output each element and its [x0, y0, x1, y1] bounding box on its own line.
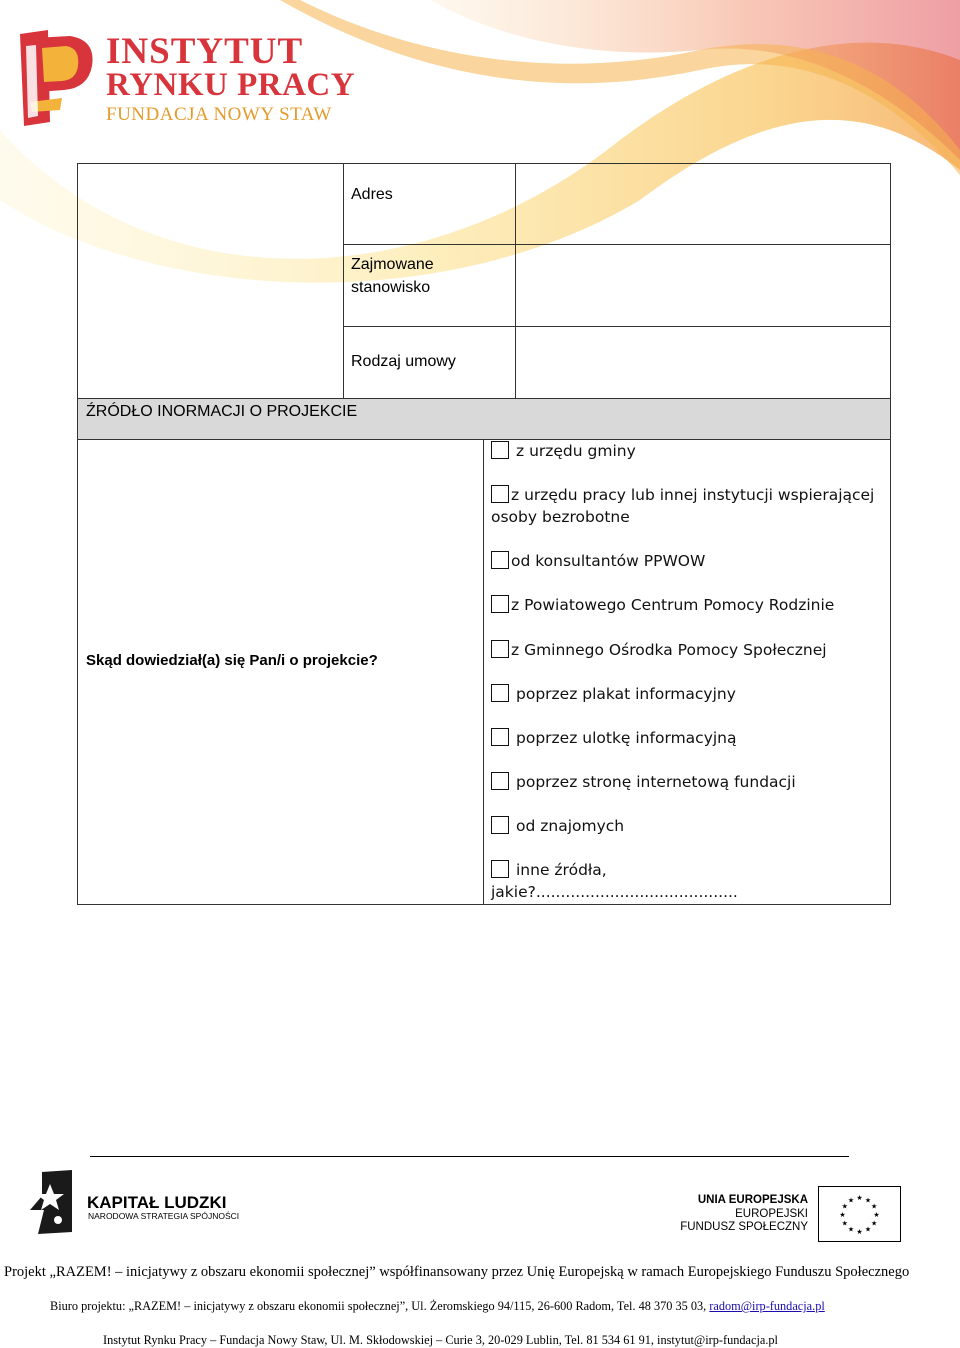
ue-title: UNIA EUROPEJSKA: [697, 1194, 808, 1206]
checkbox[interactable]: [491, 551, 509, 569]
kapital-ludzki-title: KAPITAŁ LUDZKI: [87, 1193, 227, 1212]
option-label: inne źródła,: [516, 861, 607, 879]
eu-flag-icon: [818, 1186, 901, 1242]
option-urzad-gminy[interactable]: [491, 440, 636, 462]
svg-text:★: ★: [847, 1196, 855, 1205]
kapital-ludzki-subtitle: NARODOWA STRATEGIA SPÓJNOŚCI: [88, 1211, 240, 1221]
footer-project-line: Projekt „RAZEM! – inicjatywy z obszaru ekonomii społecznej” współfinansowany przez Unię Europejską w ramach Europejskiego Funduszu Społecznego: [4, 1264, 910, 1280]
umowa-label: Rodzaj umowy: [351, 353, 456, 370]
checkbox[interactable]: [491, 684, 509, 702]
adres-label-cell: [343, 163, 516, 245]
footer-office-line: [50, 1299, 825, 1314]
svg-text:★: ★: [839, 1211, 846, 1219]
option-plakat[interactable]: [491, 683, 736, 705]
stanowisko-label-cell: [343, 244, 516, 327]
footer-divider: [90, 1156, 849, 1157]
adres-input-cell[interactable]: [515, 163, 891, 245]
option-label: od konsultantów PPWOW: [511, 552, 706, 570]
question-label: Skąd dowiedział(a) się Pan/i o projekcie?: [86, 652, 378, 669]
option-label: poprzez stronę internetową fundacji: [516, 773, 796, 791]
option-label-line2: osoby bezrobotne: [491, 508, 630, 526]
svg-text:★: ★: [864, 1196, 872, 1205]
checkbox[interactable]: [491, 860, 509, 878]
ue-fund-line1: EUROPEJSKI: [735, 1208, 808, 1220]
option-label: poprzez ulotkę informacyjną: [516, 729, 737, 747]
footer-office-text: Biuro projektu: „RAZEM! – inicjatywy z obszaru ekonomii społecznej”, Ul. Żeromskiego 94/115, 26-600 Radom, Tel. 48 370 35 03,: [50, 1299, 710, 1313]
option-label: poprzez plakat informacyjny: [516, 685, 736, 703]
checkbox[interactable]: [491, 816, 509, 834]
svg-text:★: ★: [856, 1228, 863, 1236]
option-label-line2: jakie?.........................................: [491, 883, 738, 901]
option-ulotka[interactable]: [491, 727, 737, 749]
brand-title: INSTYTUT: [106, 31, 304, 72]
checkbox[interactable]: [491, 485, 509, 503]
brand-subtitle: RYNKU PRACY: [106, 67, 356, 103]
option-konsultanci-ppwow[interactable]: [491, 550, 705, 572]
svg-text:★: ★: [864, 1225, 872, 1234]
institute-logo-icon: [14, 26, 104, 130]
svg-text:★: ★: [847, 1225, 855, 1234]
umowa-label-cell: [343, 326, 516, 399]
option-label: z urzędu pracy lub innej instytucji wspierającej: [511, 486, 875, 504]
option-label: od znajomych: [516, 817, 625, 835]
section-header-title: ŹRÓDŁO INORMACJI O PROJEKCIE: [86, 403, 358, 420]
form-left-blank-cell: [77, 163, 344, 399]
stanowisko-input-cell[interactable]: [515, 244, 891, 327]
checkbox[interactable]: [491, 728, 509, 746]
svg-text:★: ★: [841, 1202, 848, 1211]
kapital-ludzki-logo-icon: [28, 1170, 78, 1236]
svg-text:★: ★: [856, 1194, 863, 1202]
option-gops[interactable]: [491, 639, 827, 661]
option-label: z urzędu gminy: [516, 442, 636, 460]
option-inne-zrodla[interactable]: [491, 859, 738, 903]
checkbox[interactable]: [491, 441, 509, 459]
stanowisko-label-line2: stanowisko: [351, 279, 431, 296]
question-cell: [77, 439, 484, 905]
option-strona-internetowa[interactable]: [491, 771, 796, 793]
umowa-input-cell[interactable]: [515, 326, 891, 399]
checkbox[interactable]: [491, 772, 509, 790]
stanowisko-label-line1: Zajmowane: [351, 256, 434, 273]
svg-text:★: ★: [841, 1219, 848, 1228]
option-pcpr[interactable]: [491, 594, 834, 616]
checkbox[interactable]: [491, 640, 509, 658]
ue-fund-line2: FUNDUSZ SPOŁECZNY: [680, 1221, 808, 1233]
svg-text:★: ★: [873, 1211, 880, 1219]
option-znajomi[interactable]: [491, 815, 624, 837]
svg-text:★: ★: [871, 1202, 878, 1211]
checkbox[interactable]: [491, 595, 509, 613]
svg-text:★: ★: [871, 1219, 878, 1228]
option-label: z Gminnego Ośrodka Pomocy Społecznej: [511, 641, 827, 659]
adres-label: Adres: [351, 186, 393, 203]
footer-office-email-link[interactable]: radom@irp-fundacja.pl: [709, 1299, 825, 1313]
option-label: z Powiatowego Centrum Pomocy Rodzinie: [511, 596, 835, 614]
option-urzad-pracy[interactable]: [491, 484, 874, 528]
footer-institute-line: Instytut Rynku Pracy – Fundacja Nowy Staw, Ul. M. Skłodowskiej – Curie 3, 20-029 Lublin, Tel. 81 534 61 91, instytut@irp-fundacja.pl: [103, 1333, 778, 1347]
brand-foundation: FUNDACJA NOWY STAW: [106, 104, 332, 125]
section-header: [77, 398, 891, 440]
